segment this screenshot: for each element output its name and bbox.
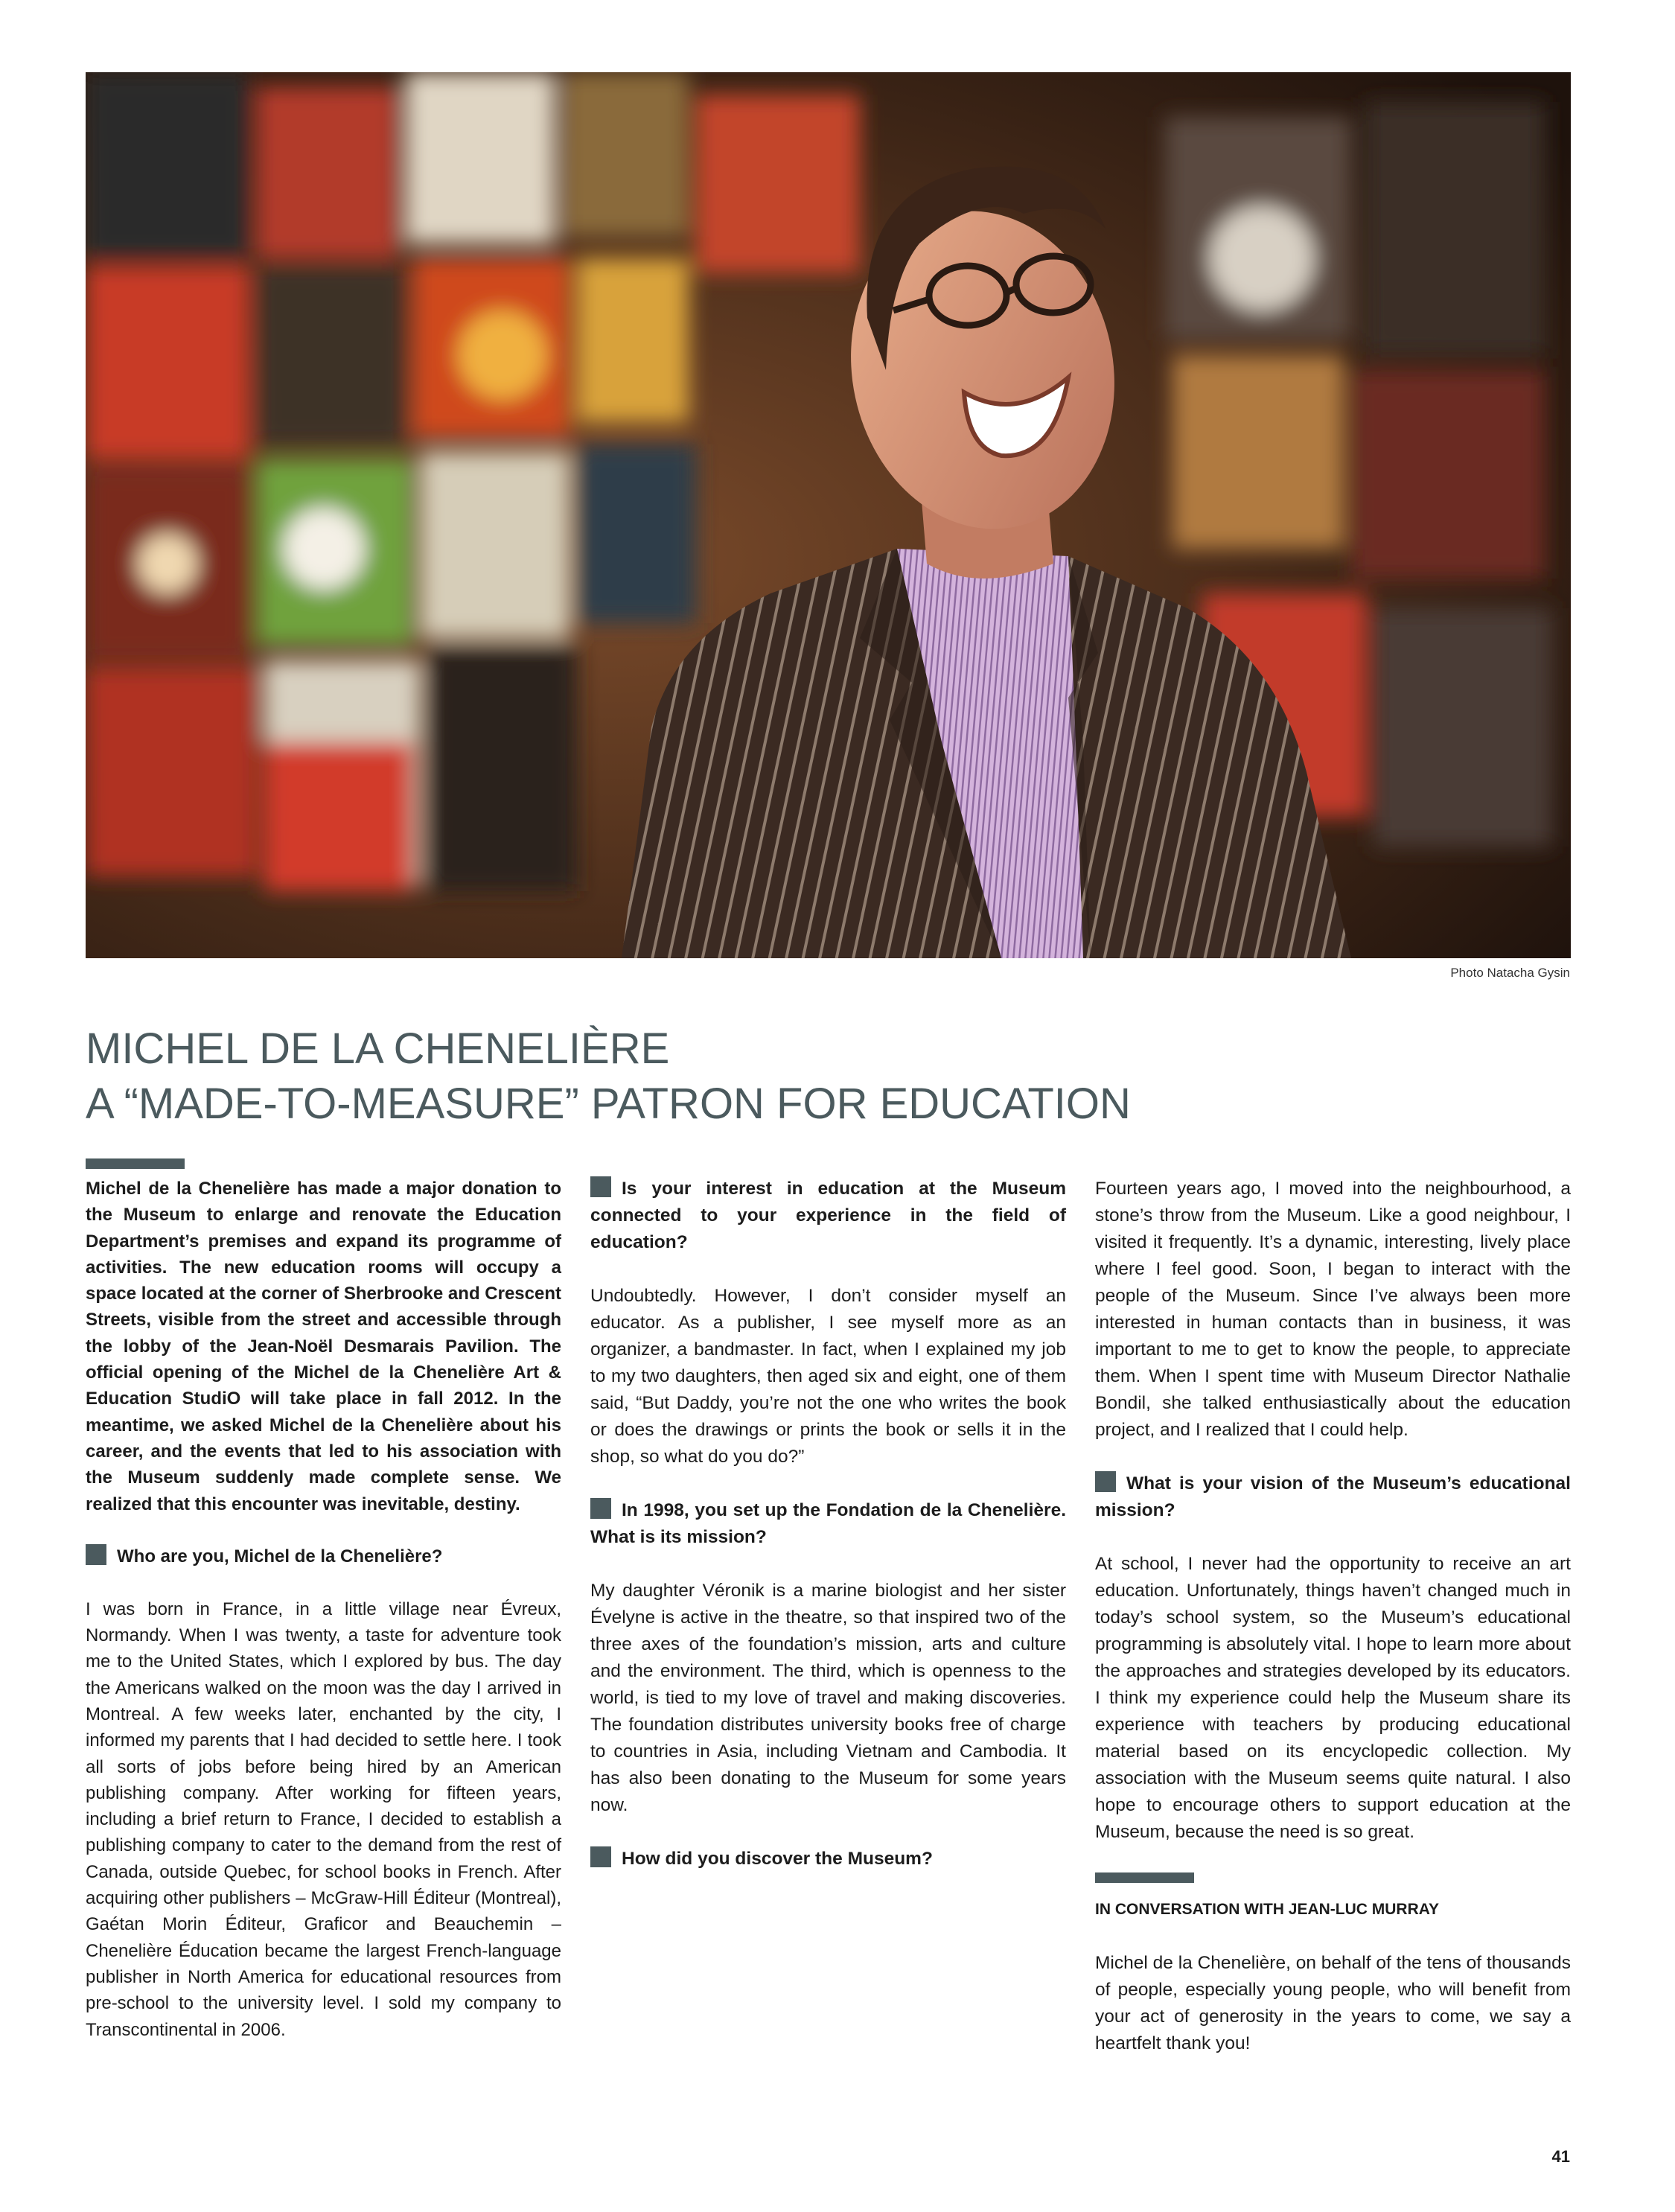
answer-2: Undoubtedly. However, I don’t consider myself an educator. As a publisher, I see myself more as an organizer, a bandmaster. In fact, when I explained my job to my two daughters, then aged six and eight, one of them said, “But Daddy, you’re not the one who writes the book or does the drawings or prints the book or sells it in the shop, so what do you do?” bbox=[590, 1286, 1066, 1467]
question-bullet bbox=[590, 1498, 611, 1519]
closing-paragraph: Michel de la Chenelière, on behalf of the tens of thousands of people, especially young people, who will benefit from your act of generosity in the years to come, we say a heartfelt thank you! bbox=[1095, 1953, 1571, 2053]
question-3 bbox=[590, 1497, 1066, 1551]
question-5 bbox=[1095, 1470, 1571, 1524]
answer-3: My daughter Véronik is a marine biologist and her sister Évelyne is active in the theatre, so that inspired two of the three axes of the foundation’s mission, arts and culture and the environment. The third, which is openness to the world, is tied to my love of travel and making discoveries. The foundation distributes university books free of charge to countries in Asia, including Vietnam and Cambodia. It has also been donating to the Museum for some years now. bbox=[590, 1581, 1066, 1815]
question-bullet bbox=[86, 1544, 106, 1565]
answer-4: Fourteen years ago, I moved into the neighbourhood, a stone’s throw from the Museum. Like a good neighbour, I visited it frequently. It’s a dynamic, interesting, lively place where I feel good. Soon, I began to interact with the people of the Museum. Since I’ve always been more interested in human contacts than in business, it was important to me to get to know the people, to appreciate them. When I spent time with Museum Director Nathalie Bondil, she talked enthusiastically about the education project, and I realized that I could help. bbox=[1095, 1179, 1571, 1440]
column-2 bbox=[590, 1176, 1066, 1899]
question-5-text: What is your vision of the Museum’s educational mission? bbox=[1095, 1473, 1571, 1520]
page-number: 41 bbox=[1551, 2147, 1570, 2166]
portrait-photo bbox=[86, 72, 1571, 958]
question-1 bbox=[86, 1543, 561, 1569]
question-bullet bbox=[590, 1176, 611, 1197]
question-4-text: How did you discover the Museum? bbox=[622, 1849, 933, 1869]
question-4 bbox=[590, 1846, 1066, 1872]
title-accent-bar bbox=[86, 1158, 185, 1169]
article-title bbox=[86, 1021, 1571, 1132]
answer-1: I was born in France, in a little village near Évreux, Normandy. When I was twenty, a taste for adventure took me to the United States, which I explored by bus. The day the Americans walked on the moon was the day I arrived in Montreal. A few weeks later, enchanted by the city, I informed my parents that I had decided to settle here. I took all sorts of jobs before being hired by an American publishing company. After working for fifteen years, including a brief return to France, I decided to establish a publishing company to cater to the demand from the rest of Canada, outside Quebec, for school books in French. After acquiring other publishers – McGraw-Hill Éditeur (Montreal), Gaétan Morin Éditeur, Graficor and Beauchemin – Chenelière Éducation became the largest French-language publisher in North America for educational resources from pre-school to the university level. I sold my company to Transcontinental in 2006. bbox=[86, 1599, 561, 2040]
question-1-text: Who are you, Michel de la Chenelière? bbox=[117, 1546, 443, 1567]
question-bullet bbox=[1095, 1471, 1116, 1492]
title-line-1: MICHEL DE LA CHENELIÈRE bbox=[86, 1024, 670, 1073]
column-1 bbox=[86, 1176, 561, 2069]
question-bullet bbox=[590, 1846, 611, 1867]
intro-paragraph: Michel de la Chenelière has made a major donation to the Museum to enlarge and renovate the Education Department’s premises and expand its programme of activities. The new education rooms will occupy a space located at the corner of Sherbrooke and Crescent Streets, visible from the street and accessible through the lobby of the Jean-Noël Desmarais Pavilion. The official opening of the Michel de la Chenelière Art & Education StudiO will take place in fall 2012. In the meantime, we asked Michel de la Chenelière about his career, and the events that led to his association with the Museum suddenly made complete sense. We realized that this encounter was inevitable, destiny. bbox=[86, 1179, 561, 1514]
interviewer-signature: IN CONVERSATION WITH JEAN-LUC MURRAY bbox=[1095, 1901, 1440, 1918]
question-2 bbox=[590, 1176, 1066, 1256]
question-2-text: Is your interest in education at the Museum connected to your experience in the field of education? bbox=[590, 1179, 1066, 1252]
title-line-2: A “MADE-TO-MEASURE” PATRON FOR EDUCATION bbox=[86, 1080, 1131, 1128]
question-3-text: In 1998, you set up the Fondation de la Chenelière. What is its mission? bbox=[590, 1500, 1066, 1547]
photo-credit: Photo Natacha Gysin bbox=[1450, 966, 1570, 980]
answer-5: At school, I never had the opportunity to receive an art education. Unfortunately, things haven’t changed much in today’s school system, so the Museum’s educational programming is absolutely vital. I hope to learn more about the approaches and strategies developed by its educators. I think my experience could help the Museum share its experience with teachers by producing educational material based on its encyclopedic collection. My association with the Museum seems quite natural. I also hope to encourage others to support education at the Museum, because the need is so great. bbox=[1095, 1554, 1571, 1842]
portrait-illustration bbox=[86, 72, 1571, 958]
signature-accent-bar bbox=[1095, 1872, 1194, 1883]
column-3 bbox=[1095, 1176, 1571, 2084]
